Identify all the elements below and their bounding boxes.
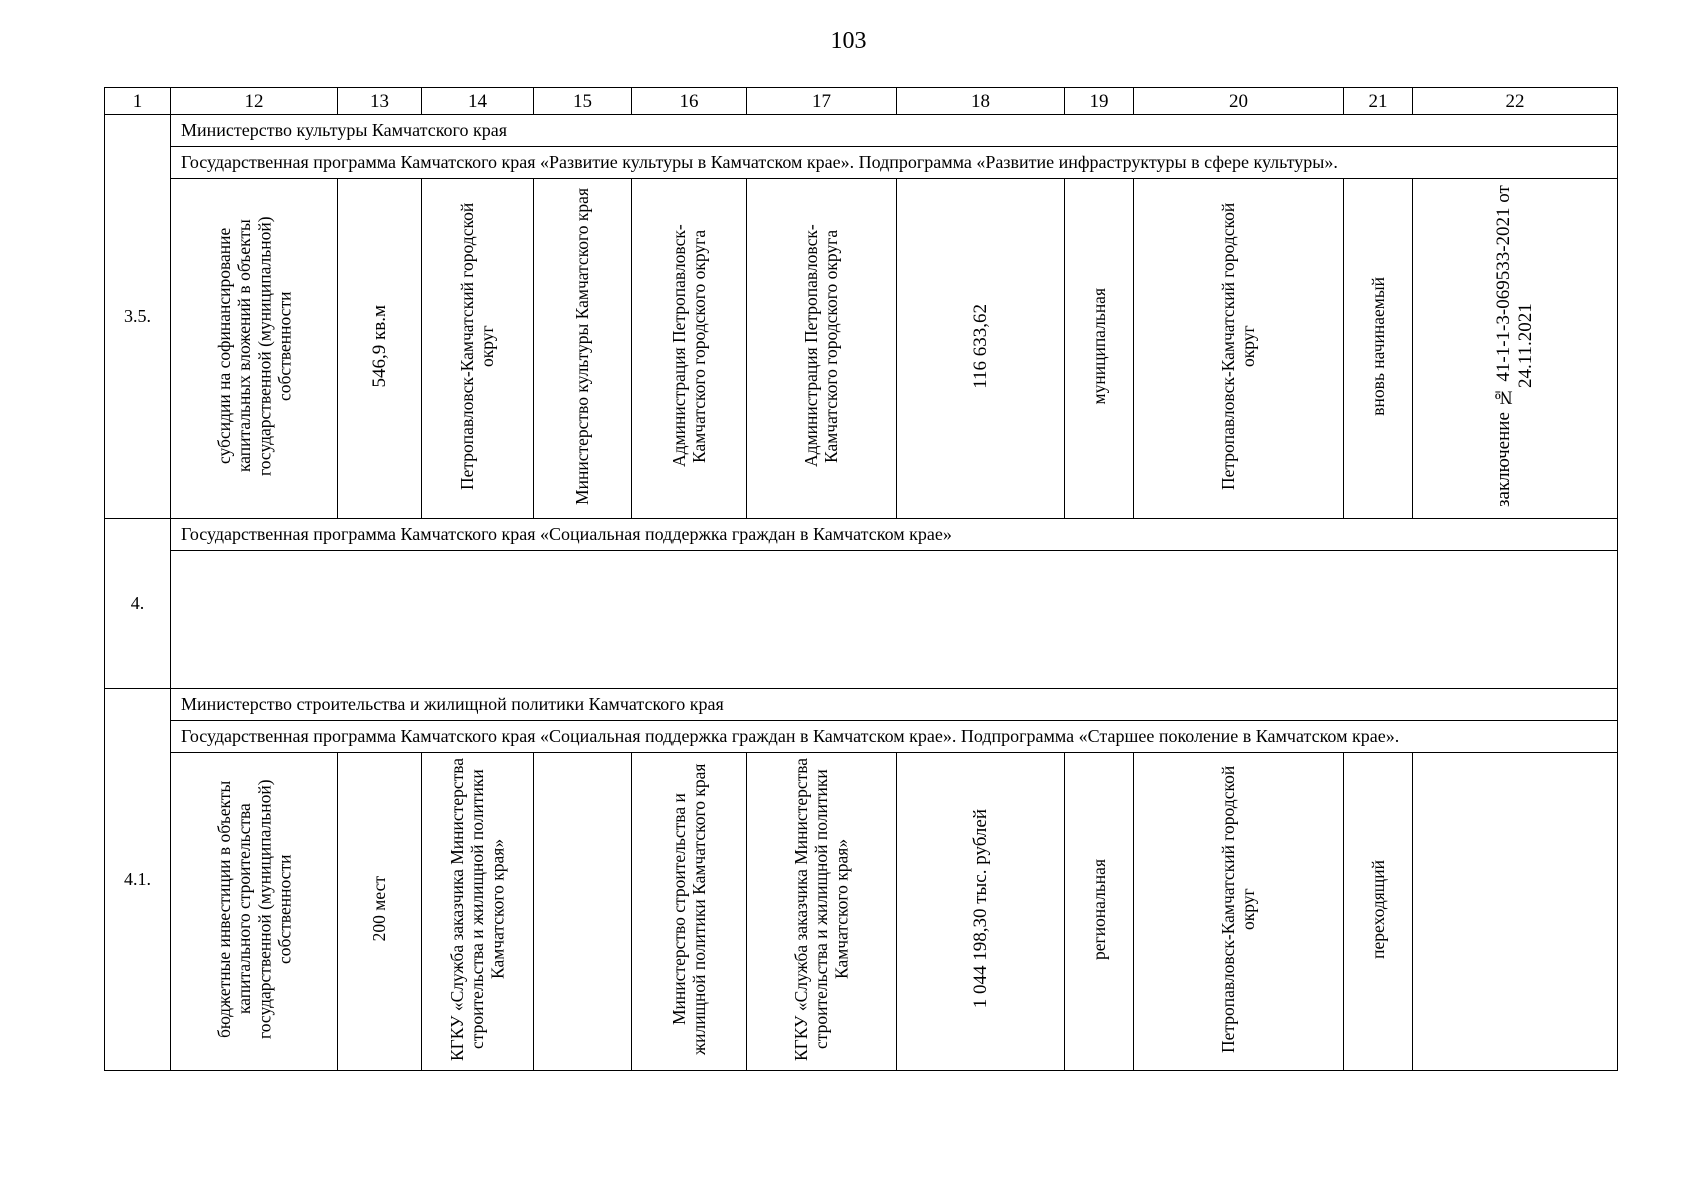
table-cell [171,753,338,1071]
section-4-empty-row [105,551,1618,689]
section-3-5-ministry-row [105,115,1618,147]
column-header: 17 [747,88,897,115]
cell-text: Министерство культуры Камчатского края [572,187,593,505]
column-header: 14 [422,88,534,115]
cell-text: Министерство строительства и жилищной политики Камчатского края [668,763,709,1055]
column-header: 22 [1413,88,1618,115]
ministry-name: Министерство строительства и жилищной политики Камчатского края [171,689,1618,721]
ministry-name: Министерство культуры Камчатского края [171,115,1618,147]
page-number: 103 [830,28,867,54]
table-cell [1344,179,1413,519]
cell-text: Петропавловск-Камчатский городской округ [1218,765,1259,1053]
empty-cell [171,551,1618,689]
table-cell [338,179,422,519]
cell-text: 546,9 кв.м [368,304,390,388]
program-name: Государственная программа Камчатского края «Социальная поддержка граждан в Камчатском крае». Подпрограмма «Старшее поколение в Камчатском крае». [171,721,1618,753]
cell-text: 116 633,62 [969,303,991,389]
cell-text: Администрация Петропавловск-Камчатского городского округа [668,224,709,468]
section-4-program-row [105,519,1618,551]
table-cell [1065,753,1134,1071]
program-name: Государственная программа Камчатского края «Развитие культуры в Камчатском крае». Подпрограмма «Развитие инфраструктуры в сфере культуры». [171,147,1618,179]
cell-text: 1 044 198,30 тыс. рублей [969,809,991,1009]
column-number-header-row [105,88,1618,115]
section-4-1-data-row [105,753,1618,1071]
cell-text: бюджетные инвестиции в объекты капитального строительства государственной (муниципальной) собственности [213,779,295,1039]
cell-text: переходящий [1367,859,1388,959]
table-cell [338,753,422,1071]
column-header: 19 [1065,88,1134,115]
table-cell [422,179,534,519]
table-cell [632,753,747,1071]
section-3-5-program-row [105,147,1618,179]
cell-text: Петропавловск-Камчатский городской округ [1218,202,1259,490]
table-cell [1344,753,1413,1071]
cell-text: Петропавловск-Камчатский городской округ [457,202,498,490]
cell-text: муниципальная [1088,287,1109,405]
row-index-4-1: 4.1. [105,689,171,1071]
column-header: 1 [105,88,171,115]
table-cell [897,753,1065,1071]
table-cell [747,753,897,1071]
column-header: 20 [1134,88,1344,115]
row-index-4: 4. [105,519,171,689]
table-cell [534,179,632,519]
table-cell [1134,179,1344,519]
section-3-5-data-row [105,179,1618,519]
cell-text: заключение № 41-1-1-3-069533-2021 от 24.11.2021 [1493,185,1536,507]
cell-text: КГКУ «Служба заказчика Министерства строительства и жилищной политики Камчатского края» [447,757,508,1061]
cell-text: Администрация Петропавловск-Камчатского городского округа [801,224,842,468]
table-cell [171,179,338,519]
table-cell [1413,179,1618,519]
table-cell [632,179,747,519]
table-cell [1134,753,1344,1071]
table-cell [1413,753,1618,1071]
column-header: 16 [632,88,747,115]
section-4-1-program-row [105,721,1618,753]
column-header: 21 [1344,88,1413,115]
section-4-1-ministry-row [105,689,1618,721]
cell-text: КГКУ «Служба заказчика Министерства строительства и жилищной политики Камчатского края» [791,757,852,1061]
program-name: Государственная программа Камчатского края «Социальная поддержка граждан в Камчатском крае» [171,519,1618,551]
table-cell [1065,179,1134,519]
table-cell [747,179,897,519]
row-index-3-5: 3.5. [105,115,171,519]
cell-text: региональная [1088,858,1109,960]
column-header: 15 [534,88,632,115]
column-header: 12 [171,88,338,115]
cell-text: субсидии на софинансирование капитальных вложений в объекты государственной (муниципальной) собственности [213,216,295,476]
column-header: 13 [338,88,422,115]
column-header: 18 [897,88,1065,115]
cell-text: вновь начинаемый [1367,276,1388,416]
table-cell [897,179,1065,519]
table-cell [422,753,534,1071]
table-cell [534,753,632,1071]
cell-text: 200 мест [369,876,390,942]
objects-table [104,87,1618,1071]
